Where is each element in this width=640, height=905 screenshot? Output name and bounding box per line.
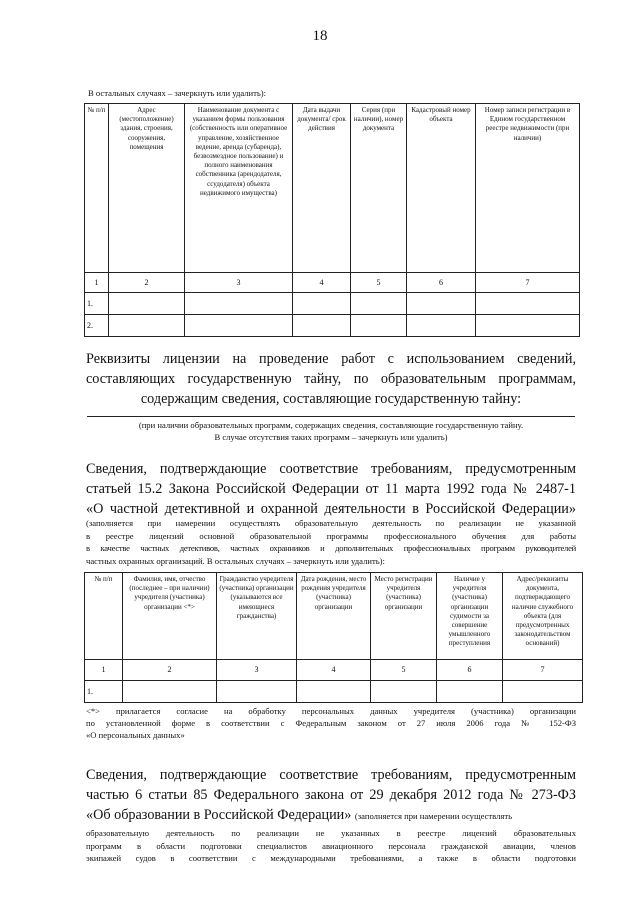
table-cell[interactable] (297, 681, 371, 703)
footnote-line: «О персональных данных» (86, 730, 185, 740)
table-cell[interactable] (217, 681, 297, 703)
table-row (85, 293, 580, 315)
header-cell: Серия (при наличии), номер документа (351, 104, 407, 273)
note-line-start: (заполняется при намерении осуществлять (354, 811, 513, 821)
table-cell[interactable] (437, 681, 503, 703)
footnote-line: по установленной форме в соответствии с Федеральным законом от 27 июля 2006 года № 152-ФЗ (86, 718, 576, 728)
table-row (85, 315, 580, 337)
column-number: 2 (109, 273, 185, 293)
column-number: 1 (85, 660, 123, 681)
table-cell[interactable] (407, 315, 476, 337)
column-number: 5 (371, 660, 437, 681)
column-number: 7 (503, 660, 583, 681)
note-line: (заполняется при намерении осуществлять образовательную деятельность по реализации не указанной (86, 518, 576, 528)
license-fill-line[interactable] (87, 416, 575, 417)
note-line: программ в области подготовки специалистов авиационного персонала гражданской авиации, членов (86, 840, 576, 851)
header-cell: Фамилия, имя, отчество (последнее – при наличии) учредителя (участника) организации <*> (123, 573, 217, 660)
page-number: 18 (312, 28, 328, 44)
footnote (86, 705, 576, 741)
note-line: В случае отсутствия таких программ – зачеркнуть или удалить) (214, 431, 448, 442)
heading-line: Реквизиты лицензии на проведение работ с использованием сведений, (86, 351, 576, 367)
note-line: экипажей судов в соответствии с международными требованиями, а также в области подготовки (86, 853, 576, 863)
license-note (86, 420, 576, 443)
heading-line: частью 6 статьи 85 Федерального закона от 29 декабря 2012 года № 273-ФЗ (86, 787, 576, 803)
table-cell[interactable] (293, 293, 351, 315)
section85-heading (86, 765, 576, 826)
header-cell: Дата выдачи документа/ срок действия (293, 104, 351, 273)
section152-note (86, 517, 576, 567)
heading-line: Сведения, подтверждающие соответствие требованиям, предусмотренным (86, 461, 576, 477)
column-number: 6 (407, 273, 476, 293)
header-cell: № п/п (85, 104, 109, 273)
header-cell: Наличие у учредителя (участника) организации судимости за совершение умышленного преступления (437, 573, 503, 660)
column-number: 3 (217, 660, 297, 681)
header-cell: Гражданство учредителя (участника) организации (указываются все имеющиеся гражданства) (217, 573, 297, 660)
table-cell[interactable] (351, 315, 407, 337)
column-number: 6 (437, 660, 503, 681)
table-cell[interactable] (476, 315, 580, 337)
column-number-row (85, 660, 583, 681)
table-cell[interactable] (123, 681, 217, 703)
header-cell: Адрес (местоположение) здания, строения, сооружения, помещения (109, 104, 185, 273)
section152-heading (86, 459, 576, 519)
header-cell: Место регистрации учредителя (участника) организации (371, 573, 437, 660)
table-cell[interactable] (351, 293, 407, 315)
founders-table (84, 572, 583, 703)
row-label: 1. (85, 293, 109, 315)
premises-table (84, 103, 580, 337)
column-number-row (85, 273, 580, 293)
column-number: 5 (351, 273, 407, 293)
column-number: 7 (476, 273, 580, 293)
column-number: 1 (85, 273, 109, 293)
row-label: 1. (85, 681, 123, 703)
table-cell[interactable] (476, 293, 580, 315)
header-cell: Кадастровый номер объекта (407, 104, 476, 273)
table-header-row (85, 104, 580, 273)
license-heading (86, 349, 576, 409)
note-line: частных охранных организаций. В остальных случаях – зачеркнуть или удалить): (86, 555, 385, 566)
header-cell: Номер записи регистрации в Едином государственном реестре недвижимости (при наличии) (476, 104, 580, 273)
table-cell[interactable] (371, 681, 437, 703)
column-number: 2 (123, 660, 217, 681)
note-line: в реестре лицензий основной образовательной программы профессионального обучения для работы (86, 530, 576, 541)
note-line: образовательную деятельность по реализации не указанных в реестре лицензий образовательных (86, 828, 576, 838)
column-number: 4 (297, 660, 371, 681)
heading-line: составляющих государственную тайну, по образовательным программам, (86, 371, 576, 387)
header-cell: № п/п (85, 573, 123, 660)
table-cell[interactable] (503, 681, 583, 703)
heading-line-end: «Об образовании в Российской Федерации» (86, 807, 352, 823)
row-label: 2. (85, 315, 109, 337)
heading-line (86, 805, 576, 826)
table-header-row (85, 573, 583, 660)
table-cell[interactable] (185, 293, 293, 315)
heading-line: содержащим сведения, составляющие государственную тайну: (140, 391, 522, 407)
footnote-line: <*> прилагается согласие на обработку персональных данных учредителя (участника) организации (86, 706, 576, 716)
note-line: в качестве частных детективов, частных охранников и дополнительных профессиональных программ руководителей (86, 543, 576, 553)
header-cell: Наименование документа с указанием формы пользования (собственность или оперативное управление, хозяйственное ведение, аренда (субаренда), безвозмездное пользование) и полного наименования собственника (арендодателя, ссудодателя) объекта недвижимого имущества) (185, 104, 293, 273)
heading-line: «О частной детективной и охранной деятельности в Российской Федерации» (86, 501, 576, 517)
header-cell: Дата рождения, место рождения учредителя (участника) организации (297, 573, 371, 660)
column-number: 4 (293, 273, 351, 293)
table-cell[interactable] (407, 293, 476, 315)
heading-line: Сведения, подтверждающие соответствие требованиям, предусмотренным (86, 767, 576, 783)
table1-caption: В остальных случаях – зачеркнуть или удалить): (88, 88, 267, 98)
table-cell[interactable] (109, 293, 185, 315)
note-line: (при наличии образовательных программ, содержащих сведения, составляющие государственную тайну. (138, 420, 524, 430)
table-cell[interactable] (109, 315, 185, 337)
table-row (85, 681, 583, 703)
header-cell: Адрес/реквизиты документа, подтверждающего наличие служебного объекта (для предусмотренных законодательством оснований) (503, 573, 583, 660)
table-cell[interactable] (293, 315, 351, 337)
column-number: 3 (185, 273, 293, 293)
heading-line: статьей 15.2 Закона Российской Федерации от 11 марта 1992 года № 2487-1 (86, 481, 576, 497)
table-cell[interactable] (185, 315, 293, 337)
section85-note (86, 827, 576, 865)
